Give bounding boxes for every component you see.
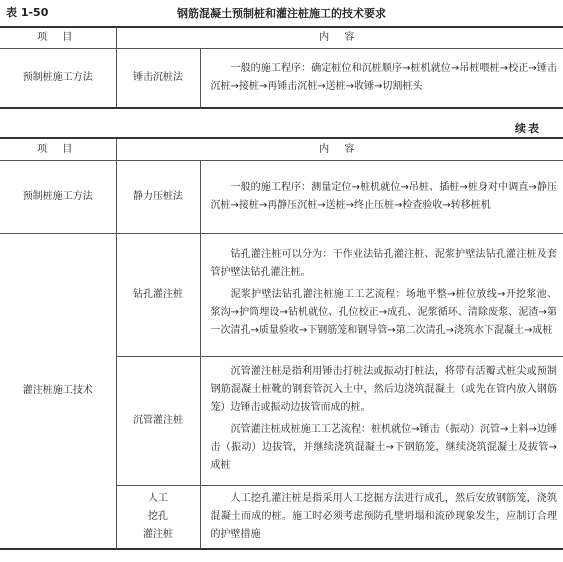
category-cell: 预制桩施工方法 — [0, 49, 116, 109]
content-cell — [200, 234, 563, 357]
category-cell: 灌注桩施工技术 — [0, 234, 116, 550]
table-number: 表 1-50 — [6, 6, 49, 19]
content-cell — [200, 357, 563, 486]
paragraph: 沉管灌注桩成桩施工工艺流程：桩机就位→锤击（振动）沉管→上料→边锤击（振动）边拔管，并继续浇筑混凝土→下钢筋笼，继续浇筑混凝土及拔管→成桩 — [210, 424, 557, 471]
method-cell: 锤击沉桩法 — [116, 49, 200, 109]
method-cell: 静力压桩法 — [116, 161, 200, 234]
header-content: 内 容 — [116, 27, 563, 49]
table-row — [0, 49, 563, 109]
content-cell: 一般的施工程序：测量定位→桩机就位→吊桩、插桩→桩身对中调直→静压沉桩→接桩→再静压沉桩→送桩→终止压桩→检查验收→转移桩机 — [200, 161, 563, 234]
table-row — [0, 161, 563, 234]
header-content: 内 容 — [116, 138, 563, 161]
content-cell: 人工挖孔灌注桩是指采用人工挖掘方法进行成孔，然后安放钢筋笼，浇筑混凝土而成的桩。施工时必须考虑预防孔壁坍塌和流砂现象发生，应制订合理的护壁措施 — [200, 486, 563, 550]
table-part-1 — [0, 26, 563, 109]
table-row — [0, 234, 563, 357]
table-title: 钢筋混凝土预制桩和灌注桩施工的技术要求 — [177, 7, 386, 20]
paragraph: 泥浆护壁法钻孔灌注桩施工工艺流程：场地平整→桩位放线→开挖浆池、浆沟→护筒埋设→钻机就位、孔位校正→成孔、泥浆循环、清除废浆、泥渣→第一次清孔→质量验收→下钢筋笼和钢导管→第二次清孔→浇筑水下混凝土→成桩 — [210, 289, 557, 336]
paragraph: 沉管灌注桩是指利用锤击打桩法或振动打桩法，将带有活瓣式桩尖或预制钢筋混凝土桩靴的钢套管沉入土中，然后边浇筑混凝土（或先在管内放入钢筋笼）边锤击或振动边拔管而成的桩。 — [210, 366, 557, 413]
continued-label: 续表 — [515, 122, 541, 135]
method-line: 灌注桩 — [143, 529, 173, 540]
method-cell — [116, 486, 200, 550]
header-row — [0, 138, 563, 161]
content-cell: 一般的施工程序：确定桩位和沉桩顺序→桩机就位→吊桩喂桩→校正→锤击沉桩→接桩→再锤击沉桩→送桩→收锤→切割桩头 — [200, 49, 563, 109]
table-part-2 — [0, 137, 563, 550]
method-line: 人工 — [148, 493, 168, 504]
header-row — [0, 27, 563, 49]
header-item: 项 目 — [0, 138, 116, 161]
paragraph: 钻孔灌注桩可以分为：干作业法钻孔灌注桩、泥浆护壁法钻孔灌注桩及套管护壁法钻孔灌注桩。 — [210, 249, 557, 278]
header-item: 项 目 — [0, 27, 116, 49]
method-cell: 沉管灌注桩 — [116, 357, 200, 486]
method-cell: 钻孔灌注桩 — [116, 234, 200, 357]
category-cell: 预制桩施工方法 — [0, 161, 116, 234]
method-line: 挖孔 — [148, 511, 168, 522]
